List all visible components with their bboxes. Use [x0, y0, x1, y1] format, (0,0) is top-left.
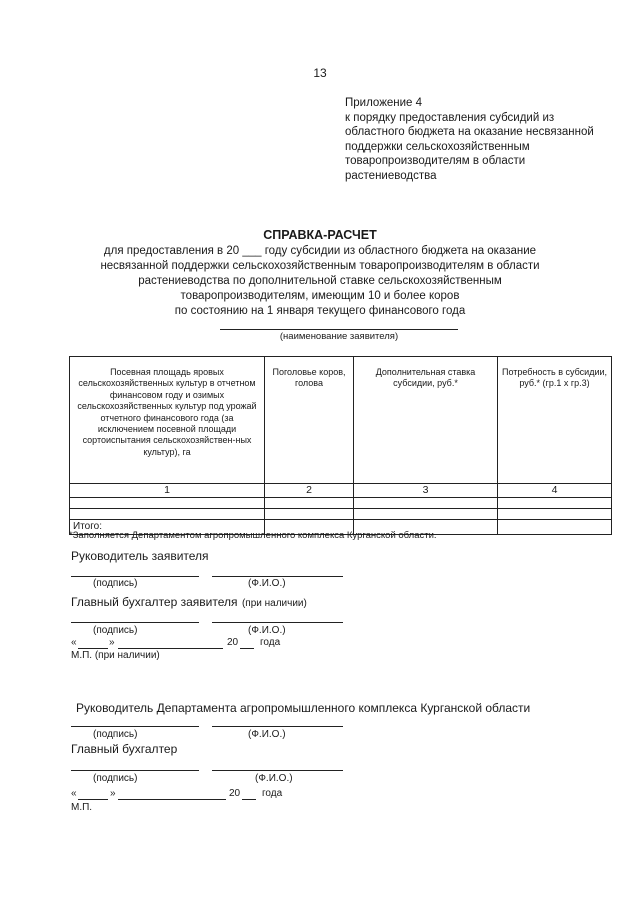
fio-line: [212, 576, 343, 577]
date-day-line: [78, 648, 108, 649]
fio-caption: (Ф.И.О.): [248, 625, 286, 636]
date-open-quote: «: [71, 788, 77, 799]
appendix-text: к порядку предоставления субсидий из областного бюджета на оказание несвязанной поддержки сельскохозяйственным товаропроизводителям в области растениеводства: [345, 111, 594, 182]
column-number: 1: [70, 484, 265, 498]
subtitle-line: несвязанной поддержки сельскохозяйственным товаропроизводителям в области: [100, 260, 540, 272]
date-month-line: [118, 648, 223, 649]
signature-caption: (подпись): [93, 578, 138, 589]
signature-caption: (подпись): [93, 729, 138, 740]
fio-caption: (Ф.И.О.): [248, 578, 286, 589]
date-day-line: [78, 799, 108, 800]
stamp-label: М.П.: [71, 802, 93, 813]
year-suffix: года: [260, 637, 281, 648]
year-line: [240, 648, 254, 649]
table-cell[interactable]: [354, 498, 498, 509]
applicant-name-line: [220, 329, 458, 330]
dept-head-label: Руководитель Департамента агропромышленного комплекса Курганской области: [76, 701, 531, 715]
subtitle-line: товаропроизводителям, имеющим 10 и более коров: [180, 290, 460, 302]
appendix-title: Приложение 4: [345, 97, 423, 109]
header-cell: Посевная площадь яровых сельскохозяйственных культур в отчетном финансовом году и озимых сельскохозяйственных культур под урожай отчетного финансового года (за исключением посевной площади сортоиспытания сельскохозяйствен-ных культур), га: [70, 357, 265, 484]
table-cell[interactable]: [265, 498, 354, 509]
fio-line: [212, 622, 343, 623]
table-cell[interactable]: [354, 509, 498, 520]
applicant-accountant-label: Главный бухгалтер заявителя: [71, 595, 238, 609]
year-line: [242, 799, 256, 800]
signature-caption: (подпись): [93, 773, 138, 784]
column-number: 3: [354, 484, 498, 498]
signature-line: [71, 726, 199, 727]
date-open-quote: «: [71, 637, 77, 648]
header-cell: Поголовье коров, голова: [265, 357, 354, 484]
document-subtitle: [60, 244, 580, 319]
page-number: 13: [313, 66, 327, 80]
applicant-accountant-block: [71, 593, 307, 611]
column-number: 2: [265, 484, 354, 498]
table-number-row: [70, 484, 612, 498]
table-cell[interactable]: [498, 520, 612, 535]
column-number: 4: [498, 484, 612, 498]
stamp-if-any: М.П. (при наличии): [71, 650, 160, 661]
fio-line: [212, 726, 343, 727]
total-label: Итого:: [70, 520, 265, 535]
year-prefix: 20: [229, 788, 241, 799]
fio-line: [212, 770, 343, 771]
applicant-head-label: Руководитель заявителя: [71, 549, 209, 563]
appendix-block: [345, 96, 615, 184]
signature-line: [71, 770, 199, 771]
if-any-note: (при наличии): [241, 598, 307, 609]
calculation-table: [69, 356, 612, 535]
table-header-row: [70, 357, 612, 484]
fio-caption: (Ф.И.О.): [248, 729, 286, 740]
table-cell[interactable]: [498, 498, 612, 509]
chief-accountant-label: Главный бухгалтер: [71, 742, 178, 756]
table-cell[interactable]: [70, 498, 265, 509]
header-cell: Дополнительная ставка субсидии, руб.*: [354, 357, 498, 484]
footnote: *Заполняется Департаментом агропромышленного комплекса Курганской области.: [69, 530, 437, 541]
signature-line: [71, 576, 199, 577]
table-cell[interactable]: [265, 509, 354, 520]
table-row: [70, 509, 612, 520]
document-title: СПРАВКА-РАСЧЕТ: [263, 228, 377, 242]
year-suffix: года: [262, 788, 283, 799]
header-cell: Потребность в субсидии, руб.* (гр.1 х гр.3): [498, 357, 612, 484]
date-close-quote: »: [109, 637, 115, 648]
signature-caption: (подпись): [93, 625, 138, 636]
fio-caption: (Ф.И.О.): [255, 773, 293, 784]
year-prefix: 20: [227, 637, 239, 648]
date-close-quote: »: [110, 788, 116, 799]
signature-line: [71, 622, 199, 623]
table-row: [70, 498, 612, 509]
subtitle-line: растениеводства по дополнительной ставке сельскохозяйственным: [138, 275, 502, 287]
subtitle-line: для предоставления в 20 ___ году субсидии из областного бюджета на оказание: [103, 245, 537, 257]
subtitle-line: по состоянию на 1 января текущего финансового года: [174, 305, 466, 317]
table-cell[interactable]: [498, 509, 612, 520]
date-month-line: [118, 799, 226, 800]
table-cell[interactable]: [70, 509, 265, 520]
applicant-name-caption: (наименование заявителя): [279, 331, 399, 342]
